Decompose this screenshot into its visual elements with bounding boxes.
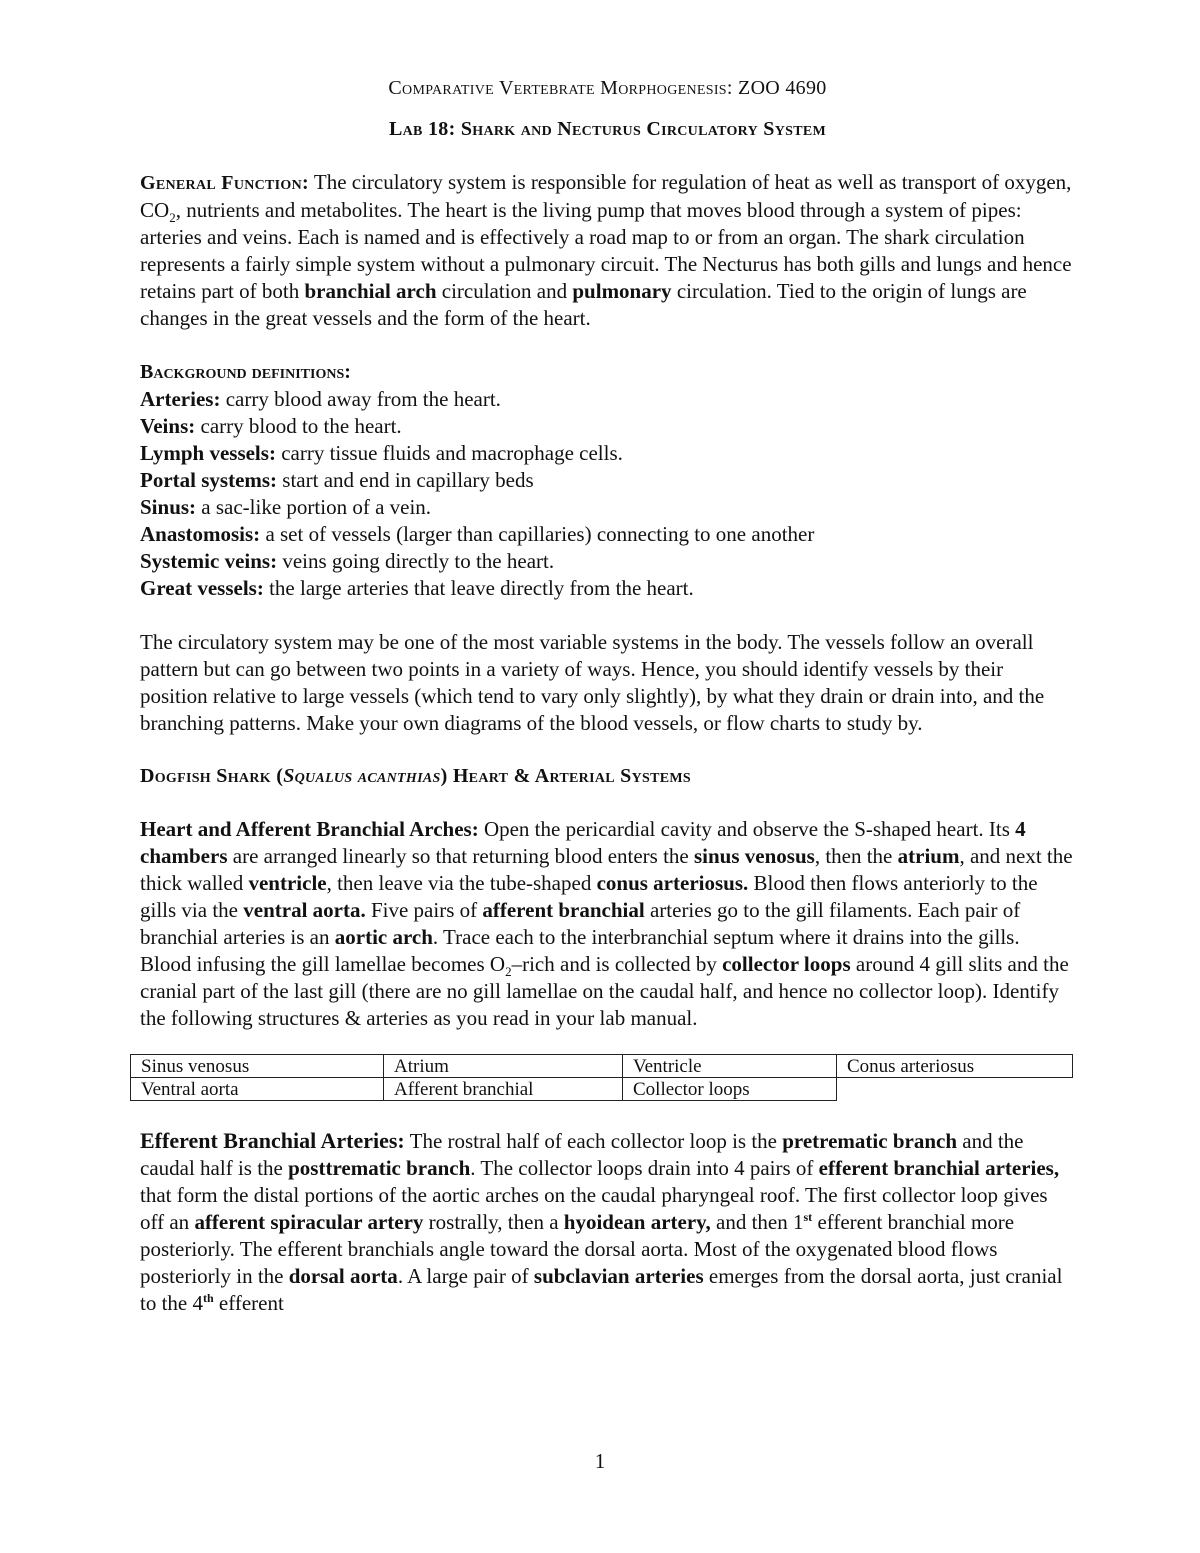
- text-run: circulation and: [436, 279, 573, 303]
- definition-item: [140, 386, 1075, 413]
- definition-text: veins going directly to the heart.: [277, 549, 555, 573]
- background-definitions: [140, 359, 1075, 602]
- general-function-paragraph: [140, 169, 1075, 332]
- definition-text: a sac-like portion of a vein.: [196, 495, 432, 519]
- definition-item: [140, 413, 1075, 440]
- table-cell: Ventricle: [623, 1055, 837, 1078]
- course-code: ZOO 4690: [738, 77, 827, 99]
- page-number: 1: [594, 1449, 606, 1473]
- heading-text: Dogfish Shark (: [140, 765, 284, 787]
- bold-term: aortic arch: [334, 925, 433, 949]
- bold-term: sinus venosus: [694, 844, 815, 868]
- text-run: Five pairs of: [365, 898, 483, 922]
- definition-term: Arteries:: [140, 387, 221, 411]
- text-run: arteries go to the gill filaments. Each pair of branchial arteries is an: [140, 898, 1021, 949]
- course-name: Comparative Vertebrate Morphogenesis:: [388, 77, 733, 99]
- definition-item: [140, 440, 1075, 467]
- table-row: [131, 1055, 1073, 1078]
- text-run: efferent branchial more posteriorly. The efferent branchials angle toward the dorsal aorta. Most of the oxygenated blood flows posteriorly in the: [140, 1210, 1015, 1288]
- text-run: rostrally, then a: [423, 1210, 564, 1234]
- definition-item: [140, 548, 1075, 575]
- definition-text: start and end in capillary beds: [277, 468, 534, 492]
- bold-term: afferent spiracular artery: [194, 1210, 424, 1234]
- bold-term: afferent branchial: [482, 898, 645, 922]
- text-run: and then 1: [710, 1210, 804, 1234]
- course-header: [140, 75, 1075, 102]
- definition-text: carry tissue fluids and macrophage cells.: [275, 441, 623, 465]
- text-run: The rostral half of each collector loop is the: [404, 1129, 783, 1153]
- definition-text: the large arteries that leave directly from the heart.: [263, 576, 694, 600]
- definition-term: Sinus:: [140, 495, 197, 519]
- definition-item: [140, 521, 1075, 548]
- table-cell: Atrium: [384, 1055, 623, 1078]
- text-run: are arranged linearly so that returning blood enters the: [227, 844, 694, 868]
- definition-item: [140, 467, 1075, 494]
- text-run: . A large pair of: [397, 1264, 534, 1288]
- superscript: th: [203, 1291, 214, 1305]
- background-heading: Background definitions:: [140, 361, 351, 383]
- bold-term: posttrematic branch: [288, 1156, 471, 1180]
- bold-term: hyoidean artery,: [563, 1210, 711, 1234]
- definition-text: carry blood to the heart.: [195, 414, 402, 438]
- general-function-label: General Function:: [140, 172, 309, 194]
- bold-term: conus arteriosus.: [596, 871, 749, 895]
- table-cell-empty: [837, 1078, 1073, 1101]
- text-run: . The collector loops drain into 4 pairs of: [470, 1156, 819, 1180]
- species-name: Squalus acanthias: [283, 765, 441, 787]
- bold-term: atrium: [897, 844, 960, 868]
- bold-term: efferent branchial arteries,: [818, 1156, 1060, 1180]
- definition-term: Portal systems:: [140, 468, 278, 492]
- bold-term: pretrematic branch: [782, 1129, 958, 1153]
- table-row: [131, 1078, 1073, 1101]
- text-run: and the caudal half is the: [140, 1129, 1024, 1180]
- bold-term: subclavian arteries: [533, 1264, 704, 1288]
- text-run: efferent: [213, 1291, 284, 1315]
- definition-term: Anastomosis:: [140, 522, 261, 546]
- definition-text: carry blood away from the heart.: [220, 387, 501, 411]
- text-run: Blood then flows anteriorly to the gills via the: [140, 871, 1038, 922]
- efferent-paragraph: [140, 1127, 1075, 1317]
- table-cell: Sinus venosus: [131, 1055, 384, 1078]
- variability-paragraph: The circulatory system may be one of the most variable systems in the body. The vessels follow an overall pattern but can go between two points in a variety of ways. Hence, you should identify vessels by their position relative to large vessels (which tend to vary only slightly), by what they drain or drain into, and the branching patterns. Make your own diagrams of the blood vessels, or flow charts to study by.: [140, 630, 1045, 735]
- bold-term: 4 chambers: [140, 817, 1026, 868]
- definition-term: Lymph vessels:: [140, 441, 276, 465]
- table-cell: Ventral aorta: [131, 1078, 384, 1101]
- text-run: , nutrients and metabolites. The heart is the living pump that moves blood through a system of pipes: arteries and veins. Each is named and is effectively a road map to or from an organ. The shark circulation represents a fairly simple system without a pulmonary circuit. The Necturus has both gills and lungs and hence retains part of both: [140, 198, 1072, 303]
- definition-text: a set of vessels (larger than capillaries) connecting to one another: [260, 522, 815, 546]
- table-cell: Collector loops: [623, 1078, 837, 1101]
- text-run: , and next the thick walled: [140, 844, 1073, 895]
- bold-term: collector loops: [722, 952, 851, 976]
- bold-term: ventral aorta.: [243, 898, 366, 922]
- bold-term: ventricle: [248, 871, 327, 895]
- definition-term: Great vessels:: [140, 576, 264, 600]
- text-run: that form the distal portions of the aortic arches on the caudal pharyngeal roof. The first collector loop gives off an: [140, 1183, 1048, 1234]
- paragraph-label: Efferent Branchial Arteries:: [140, 1128, 405, 1153]
- definition-term: Veins:: [140, 414, 196, 438]
- text-run: circulation. Tied to the origin of lungs are changes in the great vessels and the form of the heart.: [140, 279, 1027, 330]
- heart-paragraph: [140, 816, 1075, 1032]
- text-run: , then leave via the tube-shaped: [326, 871, 597, 895]
- text-run: Open the pericardial cavity and observe the S-shaped heart. Its: [478, 817, 1016, 841]
- text-run: , then the: [814, 844, 898, 868]
- table-cell: Afferent branchial: [384, 1078, 623, 1101]
- bold-term: branchial arch: [304, 279, 437, 303]
- text-run: emerges from the dorsal aorta, just cranial to the 4: [140, 1264, 1063, 1315]
- text-run: –rich and is collected by: [511, 952, 723, 976]
- subscript: 2: [505, 964, 512, 980]
- bold-term: dorsal aorta: [288, 1264, 398, 1288]
- table-cell: Conus arteriosus: [837, 1055, 1073, 1078]
- text-run: . Trace each to the interbranchial septum where it drains into the gills. Blood infusing the gill lamellae becomes O: [140, 925, 1020, 976]
- definition-term: Systemic veins:: [140, 549, 278, 573]
- lab-title: Lab 18: Shark and Necturus Circulatory System: [389, 118, 826, 140]
- text-run: around 4 gill slits and the cranial part of the last gill (there are no gill lamellae on the caudal half, and hence no collector loop). Identify the following structures & arteries as you read in your lab manual.: [140, 952, 1069, 1030]
- definition-item: [140, 575, 1075, 602]
- paragraph-label: Heart and Afferent Branchial Arches:: [140, 817, 479, 841]
- heading-text: ) Heart & Arterial Systems: [440, 765, 691, 787]
- structures-table: [130, 1054, 1073, 1101]
- superscript: st: [803, 1210, 813, 1224]
- document-page: [140, 70, 1075, 1317]
- bold-term: pulmonary: [572, 279, 672, 303]
- definition-item: [140, 494, 1075, 521]
- text-run: The circulatory system is responsible for regulation of heat as well as transport of oxygen, CO: [140, 170, 1072, 222]
- dogfish-heading: [140, 763, 1075, 790]
- subscript: 2: [169, 210, 176, 226]
